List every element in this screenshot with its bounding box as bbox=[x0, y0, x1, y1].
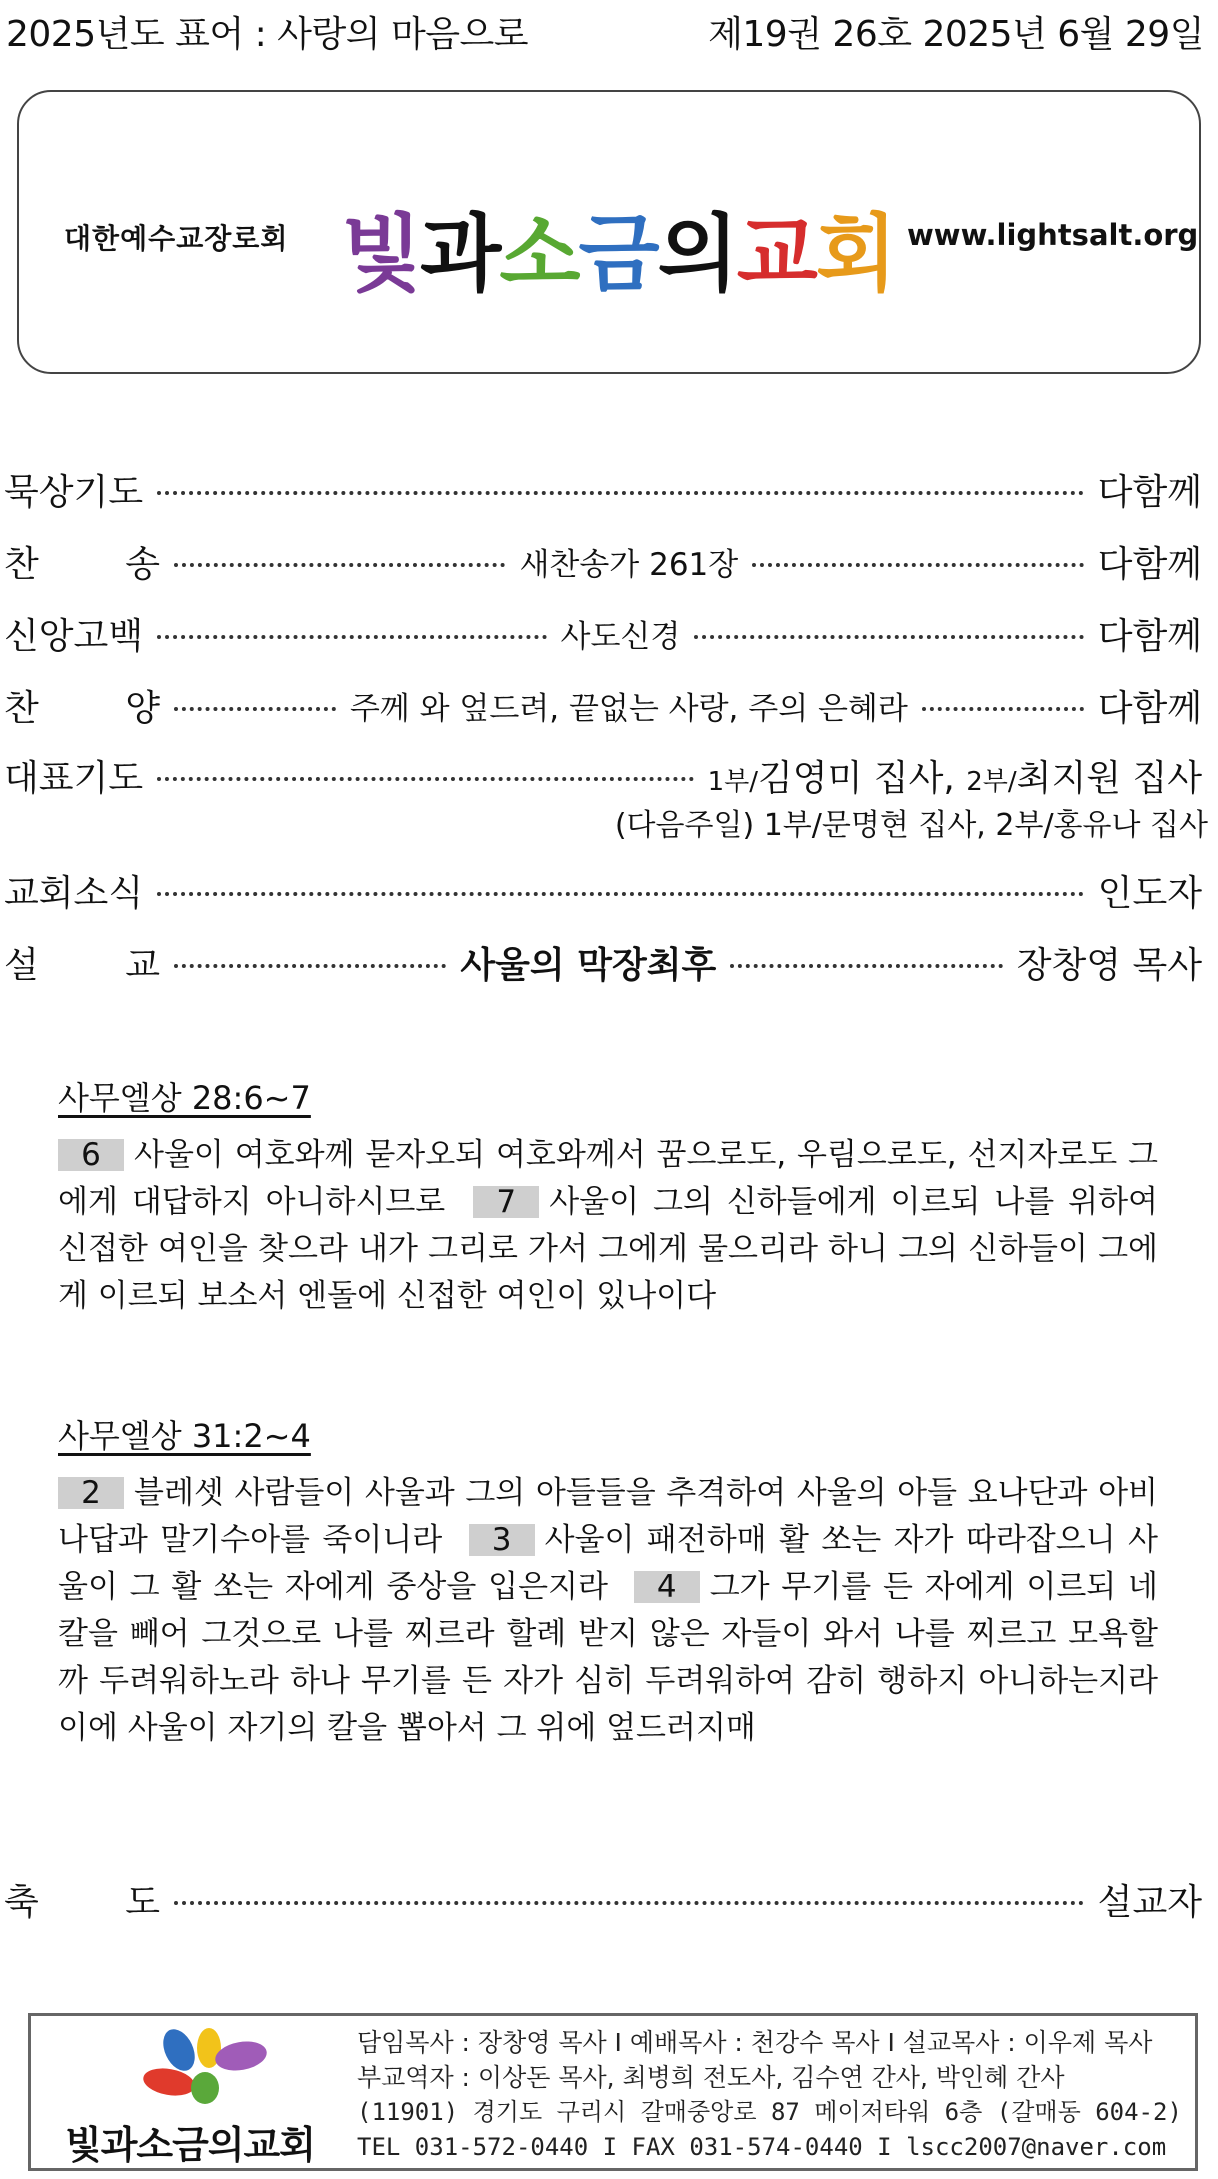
order-leader: 다함께 bbox=[1097, 615, 1203, 657]
address: (11901) 경기도 구리시 갈매중앙로 87 메이저타워 6층 (갈매동 604-2) bbox=[357, 2098, 1182, 2126]
next-week-prayer: (다음주일) 1부/문명현 집사, 2부/홍유나 집사 bbox=[614, 808, 1208, 843]
verse-number: 7 bbox=[473, 1186, 539, 1218]
order-content: 사도신경 bbox=[560, 618, 681, 655]
order-label: 찬 양 bbox=[4, 687, 160, 729]
verse-text: 사울이 여호와께 묻자오되 여호와께서 꿈으로도, 우림으로도, 선지자로도 그에게 대답하지 아니하시므로 bbox=[58, 1137, 1158, 1220]
logo-char: 금 bbox=[578, 204, 658, 303]
denomination: 대한예수교장로회 bbox=[64, 222, 289, 255]
order-label: 신앙고백 bbox=[4, 615, 144, 657]
order-row-praise bbox=[0, 675, 1210, 735]
leader-dots bbox=[174, 964, 446, 968]
leader-dots bbox=[157, 777, 693, 781]
scripture-reference: 사무엘상 31:2~4 bbox=[58, 1417, 311, 1455]
order-row-announcements bbox=[0, 860, 1210, 920]
footer-church-logo: 빛과소금의교회 bbox=[65, 2122, 315, 2167]
staff-info: 부교역자 : 이상돈 목사, 최병희 전도사, 김수연 간사, 박인혜 간사 bbox=[357, 2062, 1065, 2092]
order-row-representative-prayer bbox=[0, 745, 1210, 805]
church-logo bbox=[341, 187, 895, 308]
leader-dots bbox=[730, 964, 1002, 968]
sermon-title: 사울의 막장최후 bbox=[460, 944, 717, 986]
order-content: 새찬송가 261장 bbox=[519, 546, 739, 583]
pastor-info: 담임목사 : 장창영 목사 I 예배목사 : 천강수 목사 I 설교목사 : 이우제 목사 bbox=[357, 2028, 1153, 2057]
order-row-sermon bbox=[0, 932, 1210, 992]
scripture-passage bbox=[58, 1132, 1158, 1320]
order-leader: 설교자 bbox=[1097, 1881, 1202, 1923]
order-leader: 장창영 목사 bbox=[1016, 944, 1203, 986]
order-leader: 다함께 bbox=[1097, 687, 1203, 729]
church-contact-info bbox=[357, 2026, 1182, 2164]
order-label: 찬 송 bbox=[4, 543, 160, 585]
verse-number: 6 bbox=[58, 1139, 124, 1171]
order-row-hymn bbox=[0, 531, 1210, 591]
church-url[interactable]: www.lightsalt.org bbox=[907, 218, 1199, 252]
logo-char: 과 bbox=[420, 204, 500, 303]
church-banner bbox=[17, 90, 1201, 374]
order-label: 설 교 bbox=[4, 944, 160, 986]
order-leader: 인도자 bbox=[1097, 872, 1202, 914]
order-row-silent-prayer bbox=[0, 459, 1210, 519]
order-leader: 1부/김영미 집사, 2부/최지원 집사 bbox=[707, 757, 1202, 799]
order-leader: 다함께 bbox=[1097, 543, 1202, 585]
order-label: 묵상기도 bbox=[4, 471, 144, 513]
verse-text: 블레셋 사람들이 사울과 그의 아들들을 추격하여 사울의 아들 요나단과 아비나답과 말기수아를 죽이니라 bbox=[58, 1475, 1158, 1558]
verse-text: 그가 무기를 든 자에게 이르되 네 칼을 빼어 그것으로 나를 찌르라 할례 받지 않은 자들이 와서 나를 찌르고 모욕할까 두려워하노라 하나 무기를 든 자가 심히 두려워하여 감히 행하지 아니하는지라 이에 사울이 자기의 칼을 뽑아서 그 위에 엎드러지매 bbox=[58, 1569, 1158, 1746]
order-label: 대표기도 bbox=[4, 757, 144, 799]
logo-char: 회 bbox=[815, 204, 896, 303]
leader-dots bbox=[157, 635, 546, 639]
logo-char: 소 bbox=[499, 204, 579, 303]
leader-dots bbox=[922, 707, 1084, 711]
flower-logo-icon bbox=[131, 2026, 281, 2116]
logo-char: 교 bbox=[736, 204, 816, 303]
logo-char: 의 bbox=[657, 204, 737, 303]
leader-dots bbox=[174, 563, 505, 567]
leader-dots bbox=[157, 491, 1084, 495]
logo-char: 빛 bbox=[341, 204, 421, 303]
church-footer bbox=[28, 2013, 1198, 2171]
order-leader: 다함께 bbox=[1097, 471, 1202, 513]
order-row-benediction bbox=[0, 1869, 1210, 1929]
order-content: 주께 와 엎드려, 끝없는 사랑, 주의 은혜라 bbox=[349, 690, 908, 727]
verse-number: 3 bbox=[469, 1524, 535, 1556]
contact-numbers: TEL 031-572-0440 I FAX 031-574-0440 I lscc2007@naver.com bbox=[357, 2132, 1167, 2161]
order-label: 교회소식 bbox=[4, 872, 144, 914]
leader-dots bbox=[157, 892, 1084, 896]
leader-dots bbox=[174, 707, 336, 711]
order-label: 축 도 bbox=[4, 1881, 160, 1923]
verse-number: 2 bbox=[58, 1477, 124, 1509]
order-row-creed bbox=[0, 603, 1210, 663]
leader-dots bbox=[752, 563, 1083, 567]
scripture-passage bbox=[58, 1470, 1158, 1752]
leader-dots bbox=[174, 1901, 1084, 1905]
verse-text: 사울이 패전하매 활 쏘는 자가 따라잡으니 사울이 그 활 쏘는 자에게 중상을 입은지라 bbox=[58, 1522, 1158, 1605]
verse-text: 사울이 그의 신하들에게 이르되 나를 위하여 신접한 여인을 찾으라 내가 그리로 가서 그에게 물으리라 하니 그의 신하들이 그에게 이르되 보소서 엔돌에 신접한 여인이 있나이다 bbox=[58, 1184, 1159, 1314]
scripture-reference: 사무엘상 28:6~7 bbox=[58, 1079, 311, 1117]
yearly-motto: 2025년도 표어 : 사랑의 마음으로 bbox=[6, 14, 529, 55]
verse-number: 4 bbox=[634, 1571, 700, 1603]
leader-dots bbox=[694, 635, 1083, 639]
issue-info: 제19권 26호 2025년 6월 29일 bbox=[708, 14, 1204, 55]
